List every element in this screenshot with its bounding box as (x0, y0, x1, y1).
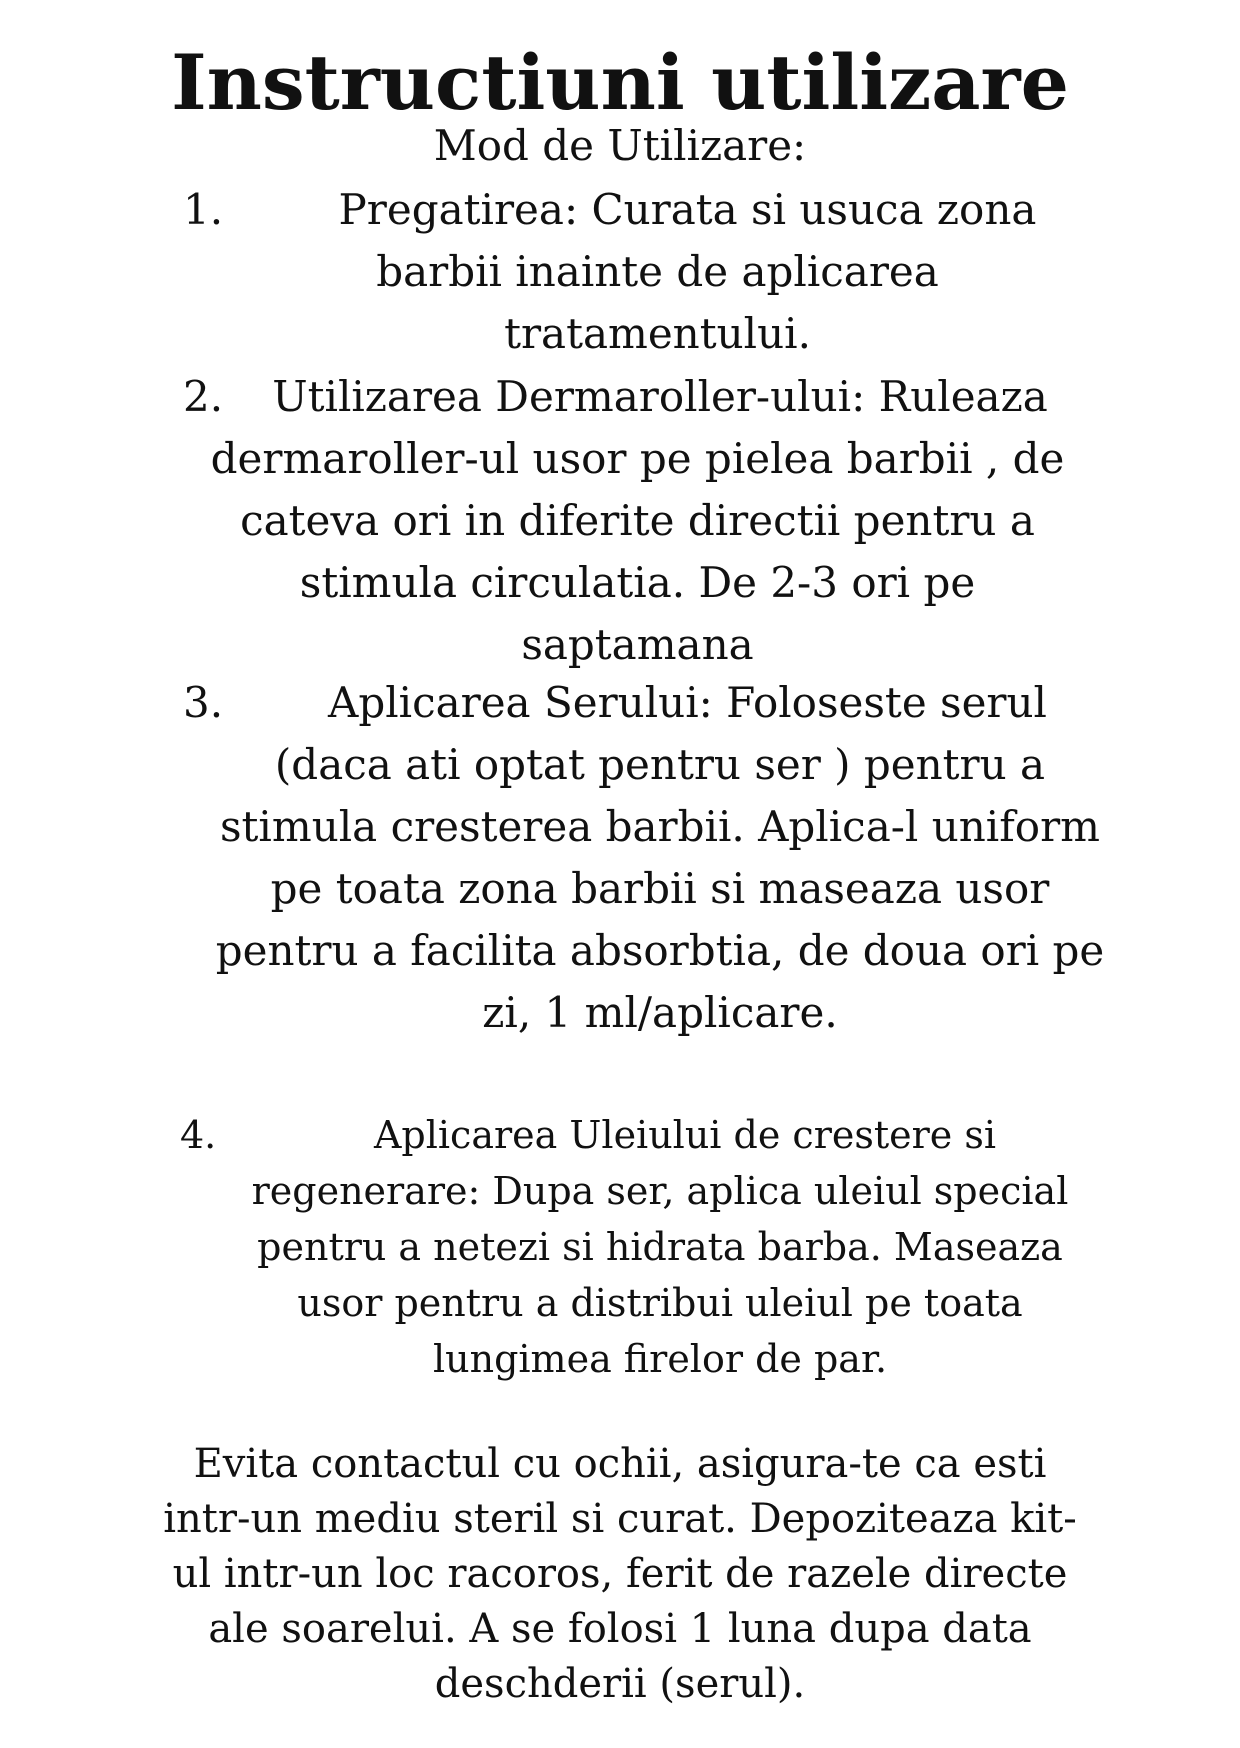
step-number: 1. (183, 185, 224, 234)
step-number: 3. (183, 678, 224, 727)
page-title: Instructiuni utilizare (171, 38, 1069, 127)
section-subtitle: Mod de Utilizare: (433, 121, 807, 170)
step-text: Utilizarea Dermaroller-ului: Ruleaza dermaroller-ul usor pe pielea barbii , de cateva ori in diferite directii pentru a stimula circulatia. De 2-3 ori pe saptamana (210, 372, 1065, 669)
step-text: Pregatirea: Curata si usuca zona barbii inainte de aplicarea tratamentului. (338, 185, 1037, 358)
step-number: 4. (180, 1113, 217, 1157)
safety-notice: Evita contactul cu ochii, asigura-te ca esti intr-un mediu steril si curat. Depoziteaza kit-ul intr-un loc racoros, ferit de razele directe ale soarelui. A se folosi 1 luna dupa data deschderii (serul). (163, 1441, 1077, 1707)
step-number: 2. (183, 372, 224, 421)
step-text: Aplicarea Serului: Foloseste serul (daca ati optat pentru ser ) pentru a stimula cresterea barbii. Aplica-l uniform pe toata zona barbii si maseaza usor pentru a facilita absorbtia, de doua ori pe zi, 1 ml/aplicare. (215, 678, 1105, 1037)
step-text: Aplicarea Uleiului de crestere si regenerare: Dupa ser, aplica uleiul special pentru a netezi si hidrata barba. Maseaza usor pentru a distribui uleiul pe toata lungimea firelor de par. (251, 1113, 1069, 1381)
